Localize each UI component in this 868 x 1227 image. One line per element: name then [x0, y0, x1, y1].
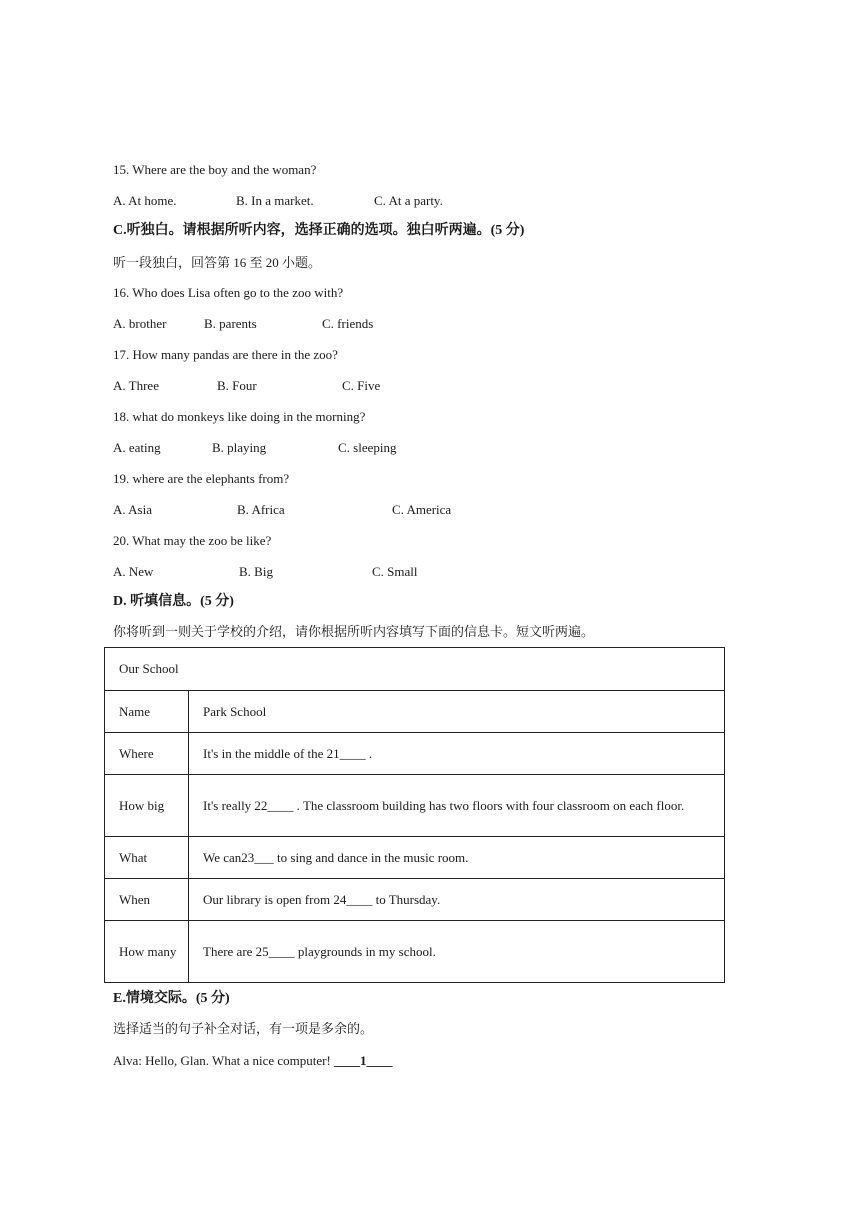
row-value: It's in the middle of the 21____ .	[189, 733, 725, 775]
option-b: B. playing	[212, 440, 267, 455]
question-18-options	[113, 440, 613, 456]
option-a: A. eating	[113, 440, 161, 455]
table-row	[105, 921, 725, 983]
row-label: Where	[105, 733, 189, 775]
option-b: B. Africa	[237, 502, 285, 517]
question-15: 15. Where are the boy and the woman?	[113, 162, 317, 177]
question-16: 16. Who does Lisa often go to the zoo with?	[113, 285, 344, 300]
row-label: Name	[105, 691, 189, 733]
table-row	[105, 691, 725, 733]
section-c-instruction: 听一段独白，回答第 16 至 20 小题。	[113, 255, 322, 270]
option-b: B. parents	[204, 316, 257, 331]
dialogue-line-1	[113, 1053, 393, 1069]
option-c: C. At a party.	[374, 193, 443, 208]
option-a: A. brother	[113, 316, 167, 331]
question-15-options	[113, 193, 613, 209]
section-d-heading: D. 听填信息。(5 分)	[113, 594, 234, 609]
question-16-options	[113, 316, 613, 332]
row-value: We can23___ to sing and dance in the music room.	[189, 837, 725, 879]
table-row	[105, 733, 725, 775]
option-a: A. New	[113, 564, 154, 579]
row-label: What	[105, 837, 189, 879]
option-c: C. friends	[322, 316, 374, 331]
row-value: It's really 22____ . The classroom building has two floors with four classroom on each floor.	[189, 775, 725, 837]
dialogue-text: Alva: Hello, Glan. What a nice computer!	[113, 1053, 335, 1068]
option-a: A. Three	[113, 378, 159, 393]
option-b: B. Big	[239, 564, 273, 579]
option-b: B. Four	[217, 378, 257, 393]
row-value: There are 25____ playgrounds in my school.	[189, 921, 725, 983]
table-title-row	[105, 648, 725, 691]
answer-blank-1: ____1____	[334, 1053, 393, 1068]
option-a: A. Asia	[113, 502, 152, 517]
section-e-heading: E.情境交际。(5 分)	[113, 991, 230, 1006]
table-row	[105, 837, 725, 879]
section-e-instruction: 选择适当的句子补全对话，有一项是多余的。	[113, 1021, 374, 1036]
question-19: 19. where are the elephants from?	[113, 471, 290, 486]
option-c: C. Small	[372, 564, 418, 579]
question-18: 18. what do monkeys like doing in the morning?	[113, 409, 366, 424]
section-d-instruction: 你将听到一则关于学校的介绍，请你根据所听内容填写下面的信息卡。短文听两遍。	[113, 624, 595, 639]
question-17: 17. How many pandas are there in the zoo?	[113, 347, 338, 362]
row-label: How big	[105, 775, 189, 837]
question-19-options	[113, 502, 613, 518]
question-17-options	[113, 378, 613, 394]
option-c: C. sleeping	[338, 440, 397, 455]
question-20-options	[113, 564, 613, 580]
row-label: When	[105, 879, 189, 921]
option-c: C. Five	[342, 378, 381, 393]
table-row	[105, 879, 725, 921]
option-a: A. At home.	[113, 193, 177, 208]
option-c: C. America	[392, 502, 452, 517]
option-b: B. In a market.	[236, 193, 314, 208]
school-info-card	[104, 647, 725, 983]
table-row	[105, 775, 725, 837]
table-title: Our School	[105, 648, 725, 691]
row-label: How many	[105, 921, 189, 983]
row-value: Park School	[189, 691, 725, 733]
row-value: Our library is open from 24____ to Thursday.	[189, 879, 725, 921]
question-20: 20. What may the zoo be like?	[113, 533, 272, 548]
section-c-heading: C.听独白。请根据所听内容，选择正确的选项。独白听两遍。(5 分)	[113, 223, 525, 238]
